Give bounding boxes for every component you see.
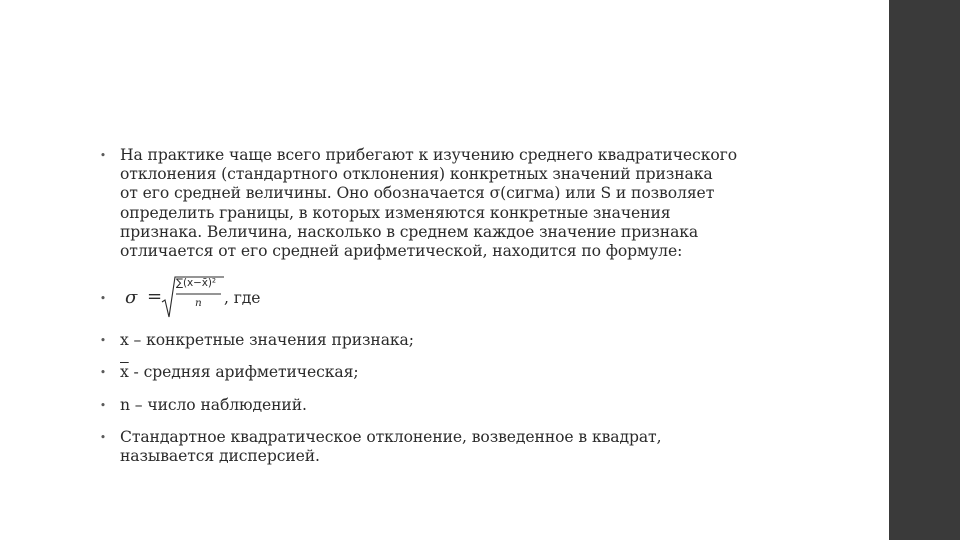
paragraph-line: называется дисперсией. [120, 447, 320, 466]
xbar-symbol: $\overline{x}$ [120, 363, 129, 382]
dark-side-panel [889, 0, 960, 540]
sigma-symbol: σ [125, 287, 138, 309]
paragraph-line: На практике чаще всего прибегают к изучению среднего квадратического [120, 146, 737, 164]
std-dev-formula [120, 275, 320, 323]
paragraph-line: отличается от его средней арифметической, находится по формуле: [120, 242, 683, 261]
bullet-icon: • [99, 366, 107, 380]
bullet-icon: • [99, 430, 107, 444]
n-symbol: n [120, 395, 130, 414]
variance-definition [98, 428, 788, 466]
xbar-definition [98, 363, 788, 382]
paragraph-line: от его средней величины. Оно обозначается σ(сигма) или S и позволяет [120, 184, 715, 203]
equals-sign: = [147, 286, 162, 308]
formula-denominator: n [195, 297, 202, 310]
paragraph-line: признака. Величина, насколько в среднем каждое значение признака [120, 222, 699, 241]
formula-item [98, 275, 788, 323]
bullet-icon: • [99, 292, 107, 306]
x-definition-text: – конкретные значения признака; [128, 331, 414, 350]
bullet-icon: • [99, 398, 107, 412]
xbar-definition-text: - средняя арифметическая; [128, 363, 359, 382]
bullet-icon: • [99, 334, 107, 348]
definition-paragraph [98, 146, 788, 261]
paragraph-line: Стандартное квадратическое отклонение, возведенное в квадрат, [120, 427, 662, 446]
formula-suffix: , где [224, 289, 261, 308]
paragraph-line: определить границы, в которых изменяются конкретные значения [120, 203, 671, 222]
n-definition-text: – число наблюдений. [129, 395, 307, 414]
formula-numerator: ∑(x−x̄)² [176, 277, 217, 290]
paragraph-line: отклонения (стандартного отклонения) конкретных значений признака [120, 165, 713, 184]
n-definition [98, 396, 788, 415]
x-definition [98, 331, 788, 350]
slide-content [98, 146, 788, 466]
x-symbol: x [120, 331, 129, 350]
bullet-icon: • [99, 149, 107, 162]
